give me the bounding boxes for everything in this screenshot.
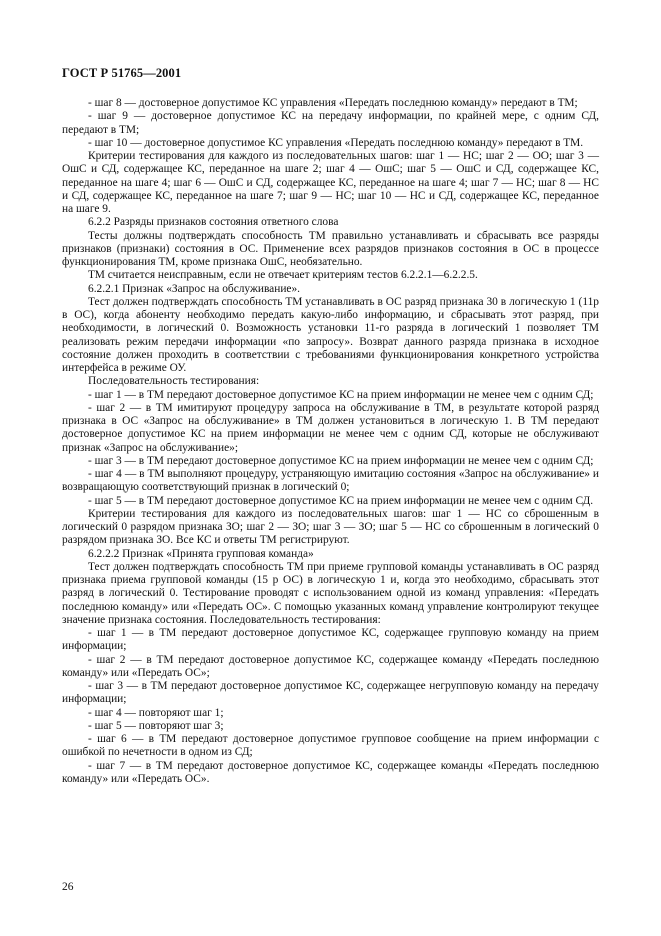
list-item-step-3: - шаг 3 — в ТМ передают достоверное допустимое КС на прием информации не менее чем с одним СД;	[88, 454, 594, 467]
list-item-step-1: - шаг 1 — в ТМ передают достоверное допустимое КС на прием информации не менее чем с одним СД;	[88, 388, 594, 401]
paragraph-tm-faulty: ТМ считается неисправным, если не отвечает критериям тестов 6.2.2.1—6.2.2.5.	[88, 269, 478, 282]
list-item-group-step-7: - шаг 7 — в ТМ передают достоверное допустимое КС, содержащее команды «Передать последнюю команду» или «Передать ОС».	[62, 759, 599, 785]
list-item-group-step-6: - шаг 6 — в ТМ передают достоверное допустимое групповое сообщение на прием информации с ошибкой по нечетности в одном из СД;	[62, 733, 599, 759]
list-item-step-4: - шаг 4 — в ТМ выполняют процедуру, устраняющую имитацию состояния «Запрос на обслуживание» и возвращающую соответствующий признак в логический 0;	[62, 468, 599, 494]
list-item-group-step-2: - шаг 2 — в ТМ передают достоверное допустимое КС, содержащее команду «Передать последнюю команду» или «Передать ОС»;	[62, 653, 599, 679]
paragraph-criteria-2: Критерии тестирования для каждого из последовательных шагов: шаг 1 — НС со сброшенным в логический 0 разрядом признака ЗО; шаг 2 — ЗО; шаг 3 — ЗО; шаг 5 — НС со сброшенным в логический 0 разрядом признака ЗО. Все КС и ответы ТМ регистрируют.	[62, 507, 599, 547]
section-heading-6-2-2-2: 6.2.2.2 Признак «Принята групповая команда»	[88, 547, 314, 560]
list-item-step-2: - шаг 2 — в ТМ имитируют процедуру запроса на обслуживание в ТМ, в результате которой разряд признака в ОС «Запрос на обслуживание» в ТМ должен установиться в логическую 1. В ТМ передают достоверное допустимое КС на прием информации не менее чем с одним СД, которые не обслуживают признак «Запрос на обслуживание»;	[62, 401, 599, 454]
page-header-standard-title: ГОСТ Р 51765—2001	[62, 66, 182, 80]
paragraph-step-9: - шаг 9 — достоверное допустимое КС на передачу информации, по крайней мере, с одним СД, передают в ТМ;	[62, 110, 599, 136]
list-item-group-step-3: - шаг 3 — в ТМ передают достоверное допустимое КС, содержащее негрупповую команду на передачу информации;	[62, 680, 599, 706]
list-item-group-step-4: - шаг 4 — повторяют шаг 1;	[88, 706, 224, 719]
paragraph-group-command-test: Тест должен подтверждать способность ТМ при приеме групповой команды устанавливать в ОС разряд признака приема групповой команды (15 р ОС) в логическую 1 и, когда это необходимо, сбрасывать этот разряд в логический 0. Тестирование проводят с использованием одной из команд управления: «Передать последнюю команду» или «Передать ОС». С помощью указанных команд управление контролируют текущее значение признака состояния. Последовательность тестирования:	[62, 560, 599, 626]
paragraph-test-sequence-label: Последовательность тестирования:	[88, 375, 260, 388]
paragraph-step-8: - шаг 8 — достоверное допустимое КС управления «Передать последнюю команду» передают в ТМ;	[88, 97, 578, 109]
list-item-step-5: - шаг 5 — в ТМ передают достоверное допустимое КС на прием информации не менее чем с одним СД.	[88, 494, 594, 507]
list-item-group-step-5: - шаг 5 — повторяют шаг 3;	[88, 719, 224, 732]
page-number: 26	[62, 881, 74, 893]
list-item-group-step-1: - шаг 1 — в ТМ передают достоверное допустимое КС, содержащее групповую команду на прием информации;	[62, 627, 599, 653]
paragraph-criteria-1: Критерии тестирования для каждого из последовательных шагов: шаг 1 — НС; шаг 2 — ОО; шаг 3 — ОшС и СД, содержащее КС, переданное на шаге 2; шаг 4 — ОшС; шаг 5 — ОшС и СД, содержащее КС, переданное на шаге 4; шаг 6 — ОшС и СД, содержащее КС, переданное на шаге 4; шаг 7 — НС; шаг 8 — НС и СД, содержащее КС, переданное на шаге 7; шаг 9 — НС; шаг 10 — НС и СД, содержащее КС, переданное на шаге 9.	[62, 150, 599, 215]
paragraph-tests-status-bits: Тесты должны подтверждать способность ТМ правильно устанавливать и сбрасывать все разряды признаков (признаки) состояния в ОС. Применение всех разрядов признаков состояния в ОС в процессе функционирования ТМ, кроме признака ОшС, необязательно.	[62, 229, 599, 268]
section-heading-6-2-2-1: 6.2.2.1 Признак «Запрос на обслуживание».	[88, 282, 301, 295]
section-heading-6-2-2: 6.2.2 Разряды признаков состояния ответного слова	[88, 216, 339, 229]
document-body	[62, 97, 599, 786]
paragraph-step-10: - шаг 10 — достоверное допустимое КС управления «Передать последнюю команду» передают в ТМ.	[88, 136, 584, 149]
paragraph-service-request-test: Тест должен подтверждать способность ТМ устанавливать в ОС разряд признака 30 в логическую 1 (11р в ОС), когда абоненту необходимо передать какую-либо информацию, и сбрасывать этот разряд, при необходимости, в логический 0. Возможность установки 11-го разряда в логический 1 позволяет ТМ реализовать режим передачи информации «по запросу». Возврат данного разряда признака в исходное состояние должен проходить в соответствии с требованиями функционирования конкретного устройства интерфейса в режиме ОУ.	[62, 295, 599, 374]
